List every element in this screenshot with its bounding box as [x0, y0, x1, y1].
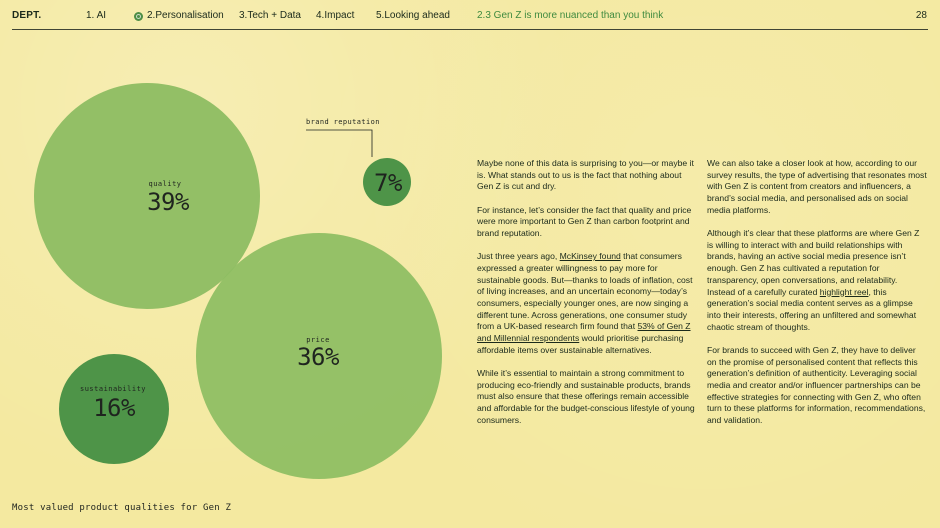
right-article-paragraph — [707, 345, 927, 427]
active-section-title: 2.3 Gen Z is more nuanced than you think — [477, 10, 664, 21]
right-article-text: For brands to succeed with Gen Z, they have to deliver on the promise of personalised content that reflects this generation’s definition of authenticity. Leveraging social media and creator and/or influencer partnerships can be effective strategies for connecting with Gen Z, who often turn to these platforms for information, recommendations, and validation. — [707, 344, 926, 426]
brand-reputation-label: brand reputation — [306, 118, 380, 126]
brand-reputation-callout-line — [306, 130, 372, 157]
right-article-paragraph — [707, 228, 927, 333]
right-article-text: , this generation’s social media content serves as a glimpse into their interests, offering an unfiltered and somewhat chaotic stream of thoughts. — [707, 286, 917, 332]
left-article-paragraph — [477, 368, 697, 427]
quality-label: quality — [148, 180, 182, 188]
left-article-text: For instance, let’s consider the fact that quality and price were more important to Gen Z than carbon footprint and brand reputation. — [477, 204, 692, 239]
right-article-text: We can also take a closer look at how, according to our survey results, the type of advertising that resonates most with Gen Z is content from creators and influencers, a brand’s social media, and personalised ads on social media platforms. — [707, 158, 927, 215]
quality-value: 39% — [147, 188, 189, 216]
left-article-paragraph — [477, 205, 697, 240]
sustainability-value: 16% — [93, 394, 135, 422]
right-article-link[interactable]: highlight reel — [819, 286, 869, 297]
left-article-link[interactable]: 53% of Gen Z and Millennial respondents — [477, 321, 691, 344]
left-article-paragraph — [477, 251, 697, 356]
left-article-text: that consumers expressed a greater willingness to pay more for sustainable goods. But—thanks to loads of inflation, cost of living increases, and an uncertain economy—today’s consumers, especially younger ones, are now singing a different tune. Across generations, one consumer study from a UK-based research firm found that — [477, 251, 693, 332]
left-article-text: would prioritise purchasing affordable items over sustainable alternatives. — [477, 333, 684, 355]
nav-tech-data-label: 3.Tech + Data — [239, 10, 301, 21]
right-article-paragraph — [707, 158, 927, 217]
article-left-column — [477, 158, 697, 438]
chart-caption: Most valued product qualities for Gen Z — [12, 503, 232, 513]
sustainability-label: sustainability — [79, 385, 147, 393]
article-right-column — [707, 158, 927, 438]
brand-reputation-value: 7% — [374, 169, 402, 197]
nav-ai-label: 1. AI — [86, 10, 107, 21]
left-article-text: Maybe none of this data is surprising to you—or maybe it is. What stands out to us is the fact that nothing about Gen Z is cut and dry. — [477, 158, 694, 192]
left-article-text: Just three years ago, — [477, 251, 560, 262]
nav-looking-ahead-label: 5.Looking ahead — [376, 10, 450, 21]
left-article-link[interactable]: McKinsey found — [559, 251, 621, 262]
page-number: 28 — [915, 10, 927, 21]
left-article-text: While it’s essential to maintain a strong commitment to producing eco-friendly and sustainable products, brands must also ensure that these offerings remain accessible and affordable for the budget-conscious lifestyle of young consumers. — [477, 368, 695, 425]
price-value: 36% — [297, 343, 339, 371]
nav-impact-label: 4.Impact — [316, 10, 355, 21]
brand-logo[interactable]: DEPT. — [12, 10, 42, 21]
left-article-paragraph — [477, 158, 697, 193]
right-article-text: Although it’s clear that these platforms are where Gen Z is willing to interact with and build relationships with brands, having an active social media presence isn’t enough. Gen Z has cultivated a reputation for transparency, open conversations, and relatability. Instead of a carefully curated — [707, 228, 920, 297]
price-label: price — [306, 336, 330, 344]
nav-personalisation-label: 2.Personalisation — [147, 10, 224, 21]
